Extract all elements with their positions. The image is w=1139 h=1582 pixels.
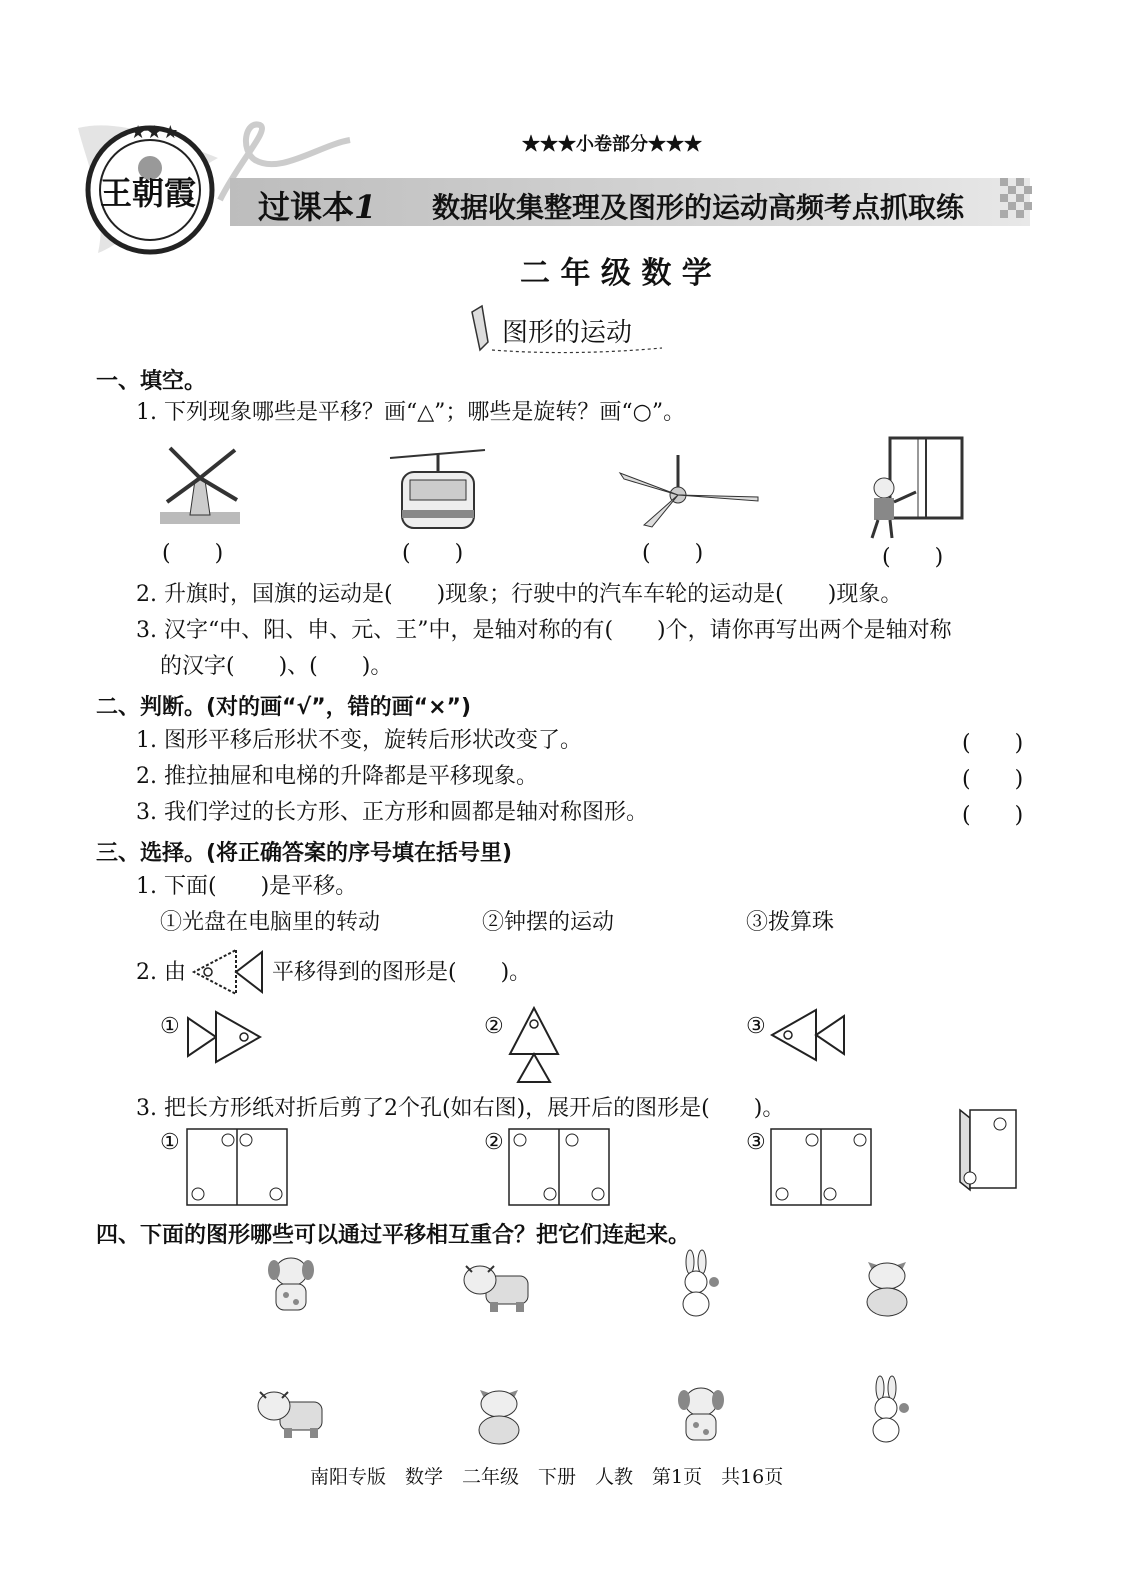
cable-car-icon bbox=[390, 448, 485, 533]
choice-q3-text: 3. 把长方形纸对折后剪了2个孔(如右图)，展开后的图形是( )。 bbox=[136, 1096, 785, 1121]
course-number: 1 bbox=[354, 188, 377, 226]
course-subtitle: 数据收集整理及图形的运动高频考点抓取练 bbox=[432, 191, 965, 224]
fish-option-1-icon bbox=[186, 1010, 266, 1062]
paper-option-3-icon bbox=[770, 1128, 874, 1208]
judge-answer-paren[interactable]: ( ) bbox=[962, 803, 1024, 828]
puppy-icon[interactable] bbox=[668, 1380, 734, 1446]
choice-q2-prefix: 2. 由 bbox=[136, 960, 186, 985]
judge-answer-paren[interactable]: ( ) bbox=[962, 731, 1024, 756]
boy-opening-window-icon bbox=[860, 436, 965, 541]
topic-title: 图形的运动 bbox=[502, 318, 633, 348]
ribbon-label: ★★★小卷部分★★★ bbox=[522, 134, 702, 155]
fish-option-3-icon bbox=[770, 1008, 850, 1060]
q1-text: 1. 下列现象哪些是平移？画“△”；哪些是旋转？画“○”。 bbox=[136, 400, 686, 425]
windmill-icon bbox=[155, 440, 245, 530]
choice-q3-option-label: ③ bbox=[746, 1130, 766, 1155]
rabbit-icon[interactable] bbox=[858, 1378, 918, 1444]
judge-item: 2. 推拉抽屉和电梯的升降都是平移现象。 bbox=[136, 764, 538, 789]
q3-text-line2: 的汉字( )、( )。 bbox=[160, 654, 393, 679]
q2-text: 2. 升旗时，国旗的运动是( )现象；行驶中的汽车车轮的运动是( )现象。 bbox=[136, 582, 903, 607]
answer-paren[interactable]: ( ) bbox=[882, 545, 944, 570]
answer-paren[interactable]: ( ) bbox=[162, 541, 224, 566]
choice-q2-option-label: ① bbox=[160, 1014, 180, 1039]
choice-option: ①光盘在电脑里的转动 bbox=[160, 910, 381, 935]
q3-text-line1: 3. 汉字“中、阳、申、元、王”中，是轴对称的有( )个，请你再写出两个是轴对称 bbox=[136, 618, 952, 643]
section4-heading: 四、下面的图形哪些可以通过平移相互重合？把它们连起来。 bbox=[96, 1223, 691, 1248]
cow-icon[interactable] bbox=[460, 1254, 532, 1314]
section3-heading: 三、选择。(将正确答案的序号填在括号里) bbox=[96, 841, 513, 866]
puppy-icon[interactable] bbox=[258, 1250, 324, 1316]
rabbit-icon[interactable] bbox=[668, 1252, 728, 1318]
choice-q3-option-label: ① bbox=[160, 1130, 180, 1155]
choice-q1-text: 1. 下面( )是平移。 bbox=[136, 874, 358, 899]
svg-text:★★★: ★★★ bbox=[130, 122, 179, 143]
section1-heading: 一、填空。 bbox=[96, 369, 207, 394]
judge-item: 1. 图形平移后形状不变，旋转后形状改变了。 bbox=[136, 728, 582, 753]
choice-q2-suffix: 平移得到的图形是( )。 bbox=[272, 960, 532, 985]
choice-option: ②钟摆的运动 bbox=[482, 910, 615, 935]
checker-decoration bbox=[1000, 178, 1040, 226]
cat-icon[interactable] bbox=[856, 1252, 918, 1318]
fish-option-2-icon bbox=[506, 1006, 566, 1086]
section2-heading: 二、判断。(对的画“√”，错的画“×”) bbox=[96, 695, 472, 720]
page-footer: 南阳专版 数学 二年级 下册 人教 第1页 共16页 bbox=[310, 1466, 784, 1488]
fish-shape-icon bbox=[190, 946, 268, 998]
ceiling-fan-icon bbox=[612, 455, 762, 530]
answer-paren[interactable]: ( ) bbox=[402, 541, 464, 566]
answer-paren[interactable]: ( ) bbox=[642, 541, 704, 566]
judge-answer-paren[interactable]: ( ) bbox=[962, 767, 1024, 792]
course-label: 过课本1 bbox=[258, 188, 377, 226]
cow-icon[interactable] bbox=[254, 1380, 326, 1440]
choice-q2-option-label: ③ bbox=[746, 1014, 766, 1039]
cat-icon[interactable] bbox=[468, 1380, 530, 1446]
choice-q3-option-label: ② bbox=[484, 1130, 504, 1155]
grade-title: 二 年 级 数 学 bbox=[520, 256, 712, 291]
judge-item: 3. 我们学过的长方形、正方形和圆都是轴对称图形。 bbox=[136, 800, 648, 825]
choice-q2-option-label: ② bbox=[484, 1014, 504, 1039]
folded-paper-icon bbox=[956, 1106, 1020, 1192]
logo-text: 王朝霞 bbox=[100, 174, 197, 212]
paper-option-2-icon bbox=[508, 1128, 612, 1208]
choice-option: ③拨算珠 bbox=[746, 910, 835, 935]
paper-option-1-icon bbox=[186, 1128, 290, 1208]
